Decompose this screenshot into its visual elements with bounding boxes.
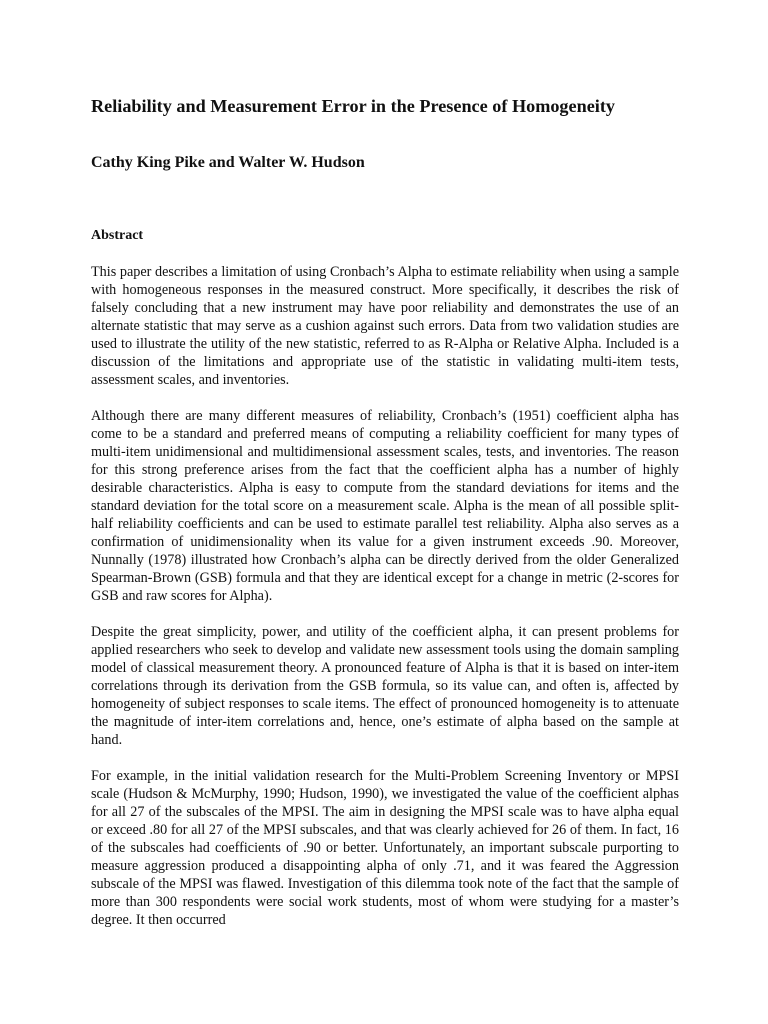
body-text: [91, 263, 679, 929]
paper-authors: Cathy King Pike and Walter W. Hudson: [91, 154, 365, 171]
body-paragraph-2: Despite the great simplicity, power, and utility of the coefficient alpha, it can present problems for applied researchers who seek to develop and validate new assessment tools using the domain sampling model of classical measurement theory. A pronounced feature of Alpha is that it is based on inter-item correlations through its derivation from the GSB formula, so its value can, and often is, affected by homogeneity of subject responses to scale items. The effect of pronounced homogeneity is to attenuate the magnitude of inter-item correlations and, hence, one’s estimate of alpha based on the sample at hand.: [91, 624, 679, 748]
body-paragraph-1: Although there are many different measures of reliability, Cronbach’s (1951) coefficient alpha has come to be a standard and preferred means of computing a reliability coefficient for many types of multi-item unidimensional and multidimensional assessment scales, tests, and inventories. The reason for this strong preference arises from the fact that the coefficient alpha has a number of highly desirable characteristics. Alpha is easy to compute from the standard deviations for items and the standard deviation for the total score on a measurement scale. Alpha is the mean of all possible split-half reliability coefficients and can be used to estimate parallel test reliability. Alpha also serves as a confirmation of unidimensionality when its value for a given instrument exceeds .90. Moreover, Nunnally (1978) illustrated how Cronbach’s alpha can be directly derived from the older Generalized Spearman-Brown (GSB) formula and that they are identical except for a change in metric (2-scores for GSB and raw scores for Alpha).: [91, 408, 679, 604]
abstract-heading: Abstract: [91, 228, 144, 243]
paper-title: Reliability and Measurement Error in the Presence of Homogeneity: [91, 96, 615, 116]
abstract-paragraph: This paper describes a limitation of using Cronbach’s Alpha to estimate reliability when using a sample with homogeneous responses in the measured construct. More specifically, it describes the risk of falsely concluding that a new instrument may have poor reliability and demonstrates the use of an alternate statistic that may serve as a cushion against such errors. Data from two validation studies are used to illustrate the utility of the new statistic, referred to as R-Alpha or Relative Alpha. Included is a discussion of the limitations and appropriate use of the statistic in validating multi-item tests, assessment scales, and inventories.: [91, 264, 679, 388]
body-paragraph-3: For example, in the initial validation research for the Multi-Problem Screening Inventory or MPSI scale (Hudson & McMurphy, 1990; Hudson, 1990), we investigated the value of the coefficient alphas for all 27 of the subscales of the MPSI. The aim in designing the MPSI scale was to have alpha equal or exceed .80 for all 27 of the MPSI subscales, and that was clearly achieved for 26 of them. In fact, 16 of the subscales had coefficients of .90 or better. Unfortunately, an important subscale purporting to measure aggression produced a disappointing alpha of only .71, and it was feared the Aggression subscale of the MPSI was flawed. Investigation of this dilemma took note of the fact that the sample of more than 300 respondents were social work students, most of whom were studying for a master’s degree. It then occurred: [91, 768, 679, 928]
